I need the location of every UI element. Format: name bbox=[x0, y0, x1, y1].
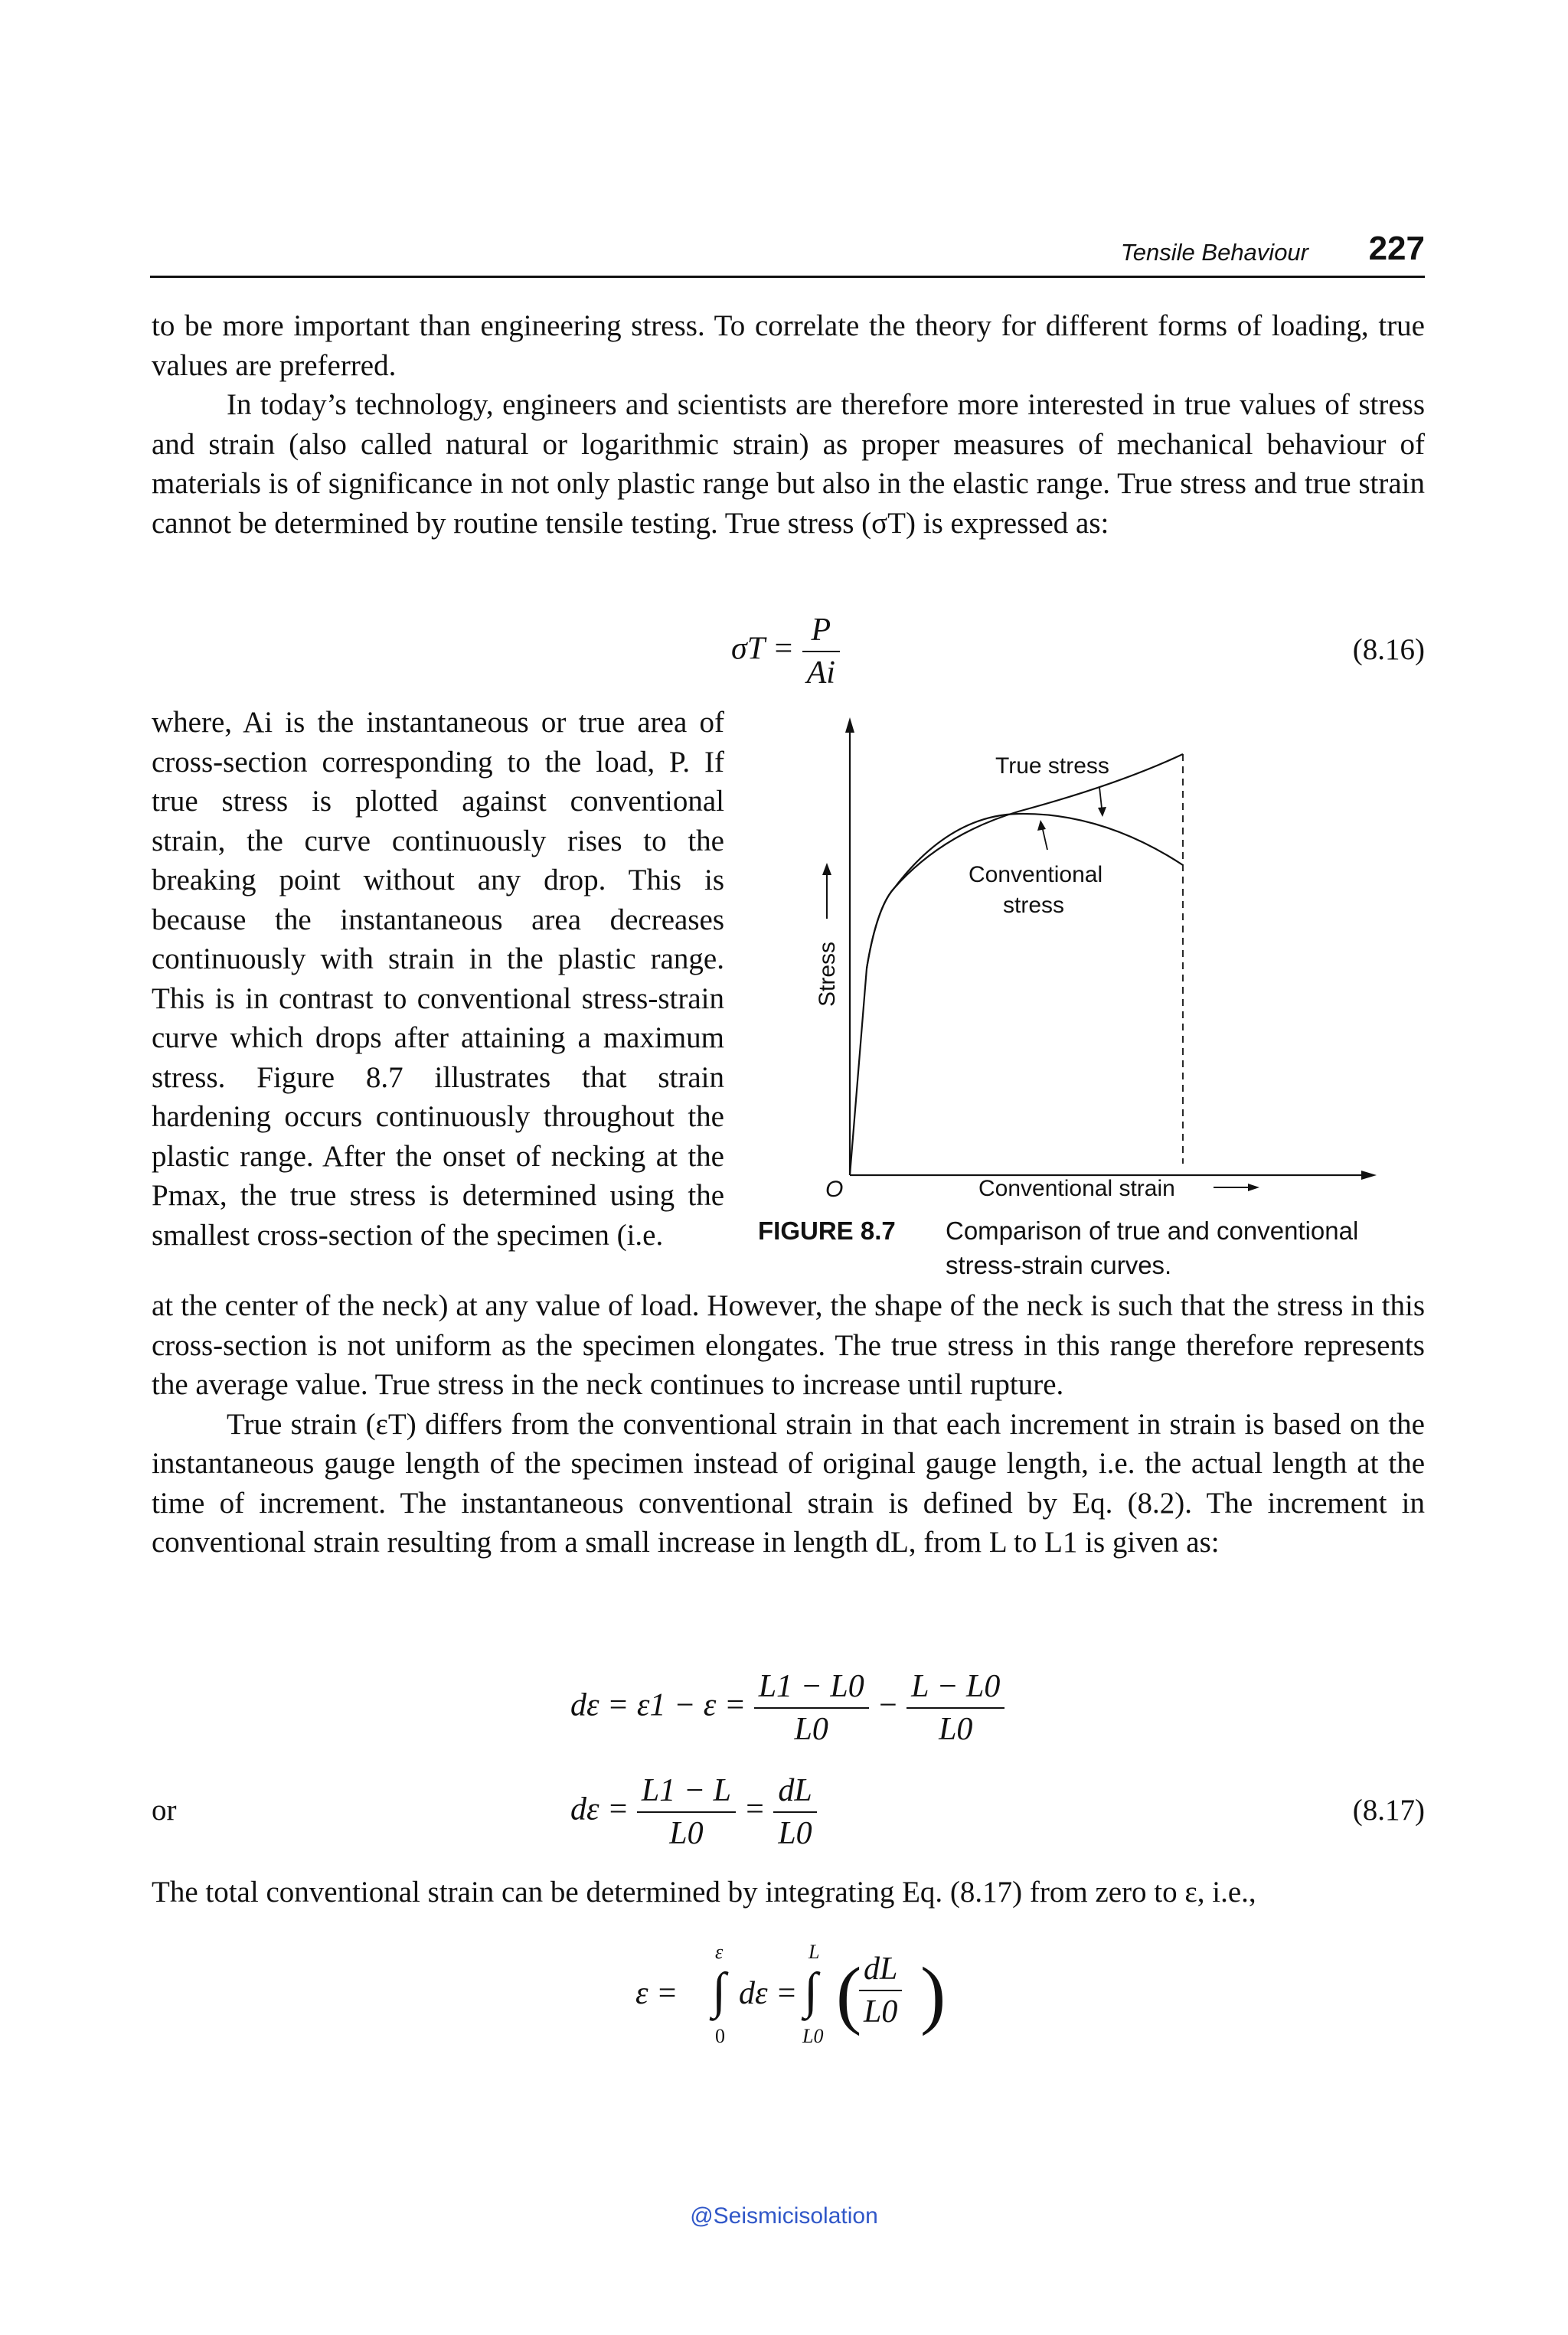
denominator: L0 bbox=[778, 1816, 812, 1851]
y-axis-arrowhead bbox=[845, 717, 854, 733]
denominator: Ai bbox=[806, 655, 835, 691]
conventional-stress-label-line1: Conventional bbox=[969, 862, 1103, 887]
fraction bbox=[802, 612, 840, 691]
section-title: Tensile Behaviour bbox=[1120, 239, 1308, 266]
fraction bbox=[859, 1951, 902, 2030]
equation-8-17 bbox=[570, 1773, 817, 1851]
y-axis-label: Stress bbox=[815, 941, 840, 1007]
true-stress-curve bbox=[867, 754, 1183, 968]
numerator: L − L0 bbox=[906, 1669, 1004, 1709]
caption-label: FIGURE 8.7 bbox=[758, 1216, 896, 1245]
watermark: @Seismicisolation bbox=[690, 2203, 878, 2229]
paragraph-4-text: True strain (εT) differs from the conventional strain in that each increment in strain is based on the instantaneous gauge length of the specimen instead of original gauge length, i.e. the actual length at the time of increment. The instantaneous conventional strain is defined by Eq. (8.2). The increment in conventional strain resulting from a small increase in length dL, from L to L1 is given as: bbox=[152, 1407, 1425, 1559]
paragraph-4 bbox=[152, 1405, 1425, 1563]
x-axis-label: Conventional strain bbox=[978, 1176, 1175, 1201]
true-stress-label: True stress bbox=[995, 753, 1109, 779]
integral-2-lower: L0 bbox=[802, 2025, 824, 2047]
equation-8-16 bbox=[731, 612, 840, 691]
equation-number: (8.16) bbox=[1352, 633, 1425, 666]
fraction-1 bbox=[637, 1773, 736, 1851]
left-paren: ( bbox=[836, 1951, 862, 2036]
x-axis-arrowhead bbox=[1361, 1171, 1377, 1180]
equation-increment bbox=[570, 1669, 1004, 1747]
equation-number: (8.17) bbox=[1352, 1794, 1425, 1827]
body-text-2 bbox=[152, 1286, 1425, 1563]
denominator: L0 bbox=[669, 1816, 704, 1851]
integral-sign-2: ∫ bbox=[804, 1963, 818, 2019]
paragraph-3-left: where, Ai is the instantaneous or true area of cross-section corresponding to the load, P. If true stress is plotted against conventional strain, the curve continuously rises to the breaking point without any drop. This is because the instantaneous area decreases continuously with strain in the plastic range. This is in contrast to conventional stress-strain curve which drops after attaining a maximum stress. Figure 8.7 illustrates that strain hardening occurs continuously throughout the plastic range. After the onset of necking at the Pmax, the true stress is determined using the smallest cross-section of the specimen (i.e. bbox=[152, 706, 724, 1252]
right-paren: ) bbox=[920, 1951, 946, 2036]
paragraph-2 bbox=[152, 385, 1425, 543]
running-header bbox=[150, 230, 1425, 278]
origin-label: O bbox=[825, 1177, 844, 1202]
integral-1-body: dε = bbox=[739, 1976, 798, 2011]
minus-sign: − bbox=[877, 1687, 899, 1723]
strain-arrowhead bbox=[1248, 1184, 1259, 1191]
integral-1-lower: 0 bbox=[715, 2025, 725, 2047]
equation-lhs: σT = bbox=[731, 631, 795, 667]
or-word: or bbox=[152, 1794, 177, 1827]
integral-2-upper: L bbox=[808, 1941, 820, 1963]
fraction-2 bbox=[773, 1773, 816, 1851]
equals-sign: = bbox=[743, 1791, 766, 1827]
denominator: L0 bbox=[939, 1712, 973, 1747]
conventional-stress-leader-head bbox=[1037, 820, 1046, 831]
numerator: P bbox=[802, 612, 840, 652]
numerator: dL bbox=[773, 1773, 816, 1813]
denominator: L0 bbox=[794, 1712, 828, 1747]
numerator: L1 − L bbox=[637, 1773, 736, 1813]
paragraph-5: The total conventional strain can be determined by integrating Eq. (8.17) from zero to ε, i.e., bbox=[152, 1876, 1256, 1909]
caption-line-2: stress-strain curves. bbox=[946, 1251, 1172, 1279]
stress-arrowhead bbox=[822, 863, 831, 875]
fraction-1 bbox=[754, 1669, 869, 1747]
paragraph-3-continued: at the center of the neck) at any value of load. However, the shape of the neck is such that the stress in this cross-section is not uniform as the specimen elongates. The true stress in this range therefore represents the average value. True stress in the neck continues to increase until rupture. bbox=[152, 1289, 1425, 1401]
equation-lhs: dε = bbox=[570, 1791, 629, 1827]
conventional-stress-label-line2: stress bbox=[1003, 893, 1065, 918]
caption-line-1 bbox=[758, 1213, 1432, 1248]
figure-caption bbox=[758, 1213, 1432, 1282]
denominator: L0 bbox=[864, 1994, 898, 2030]
paragraph-1: to be more important than engineering stress. To correlate the theory for different forms of loading, true values are preferred. bbox=[152, 309, 1425, 382]
numerator: dL bbox=[859, 1951, 902, 1991]
fraction-2 bbox=[906, 1669, 1004, 1747]
caption-text-1: Comparison of true and conventional bbox=[946, 1216, 1359, 1245]
page-number: 227 bbox=[1368, 230, 1425, 267]
numerator: L1 − L0 bbox=[754, 1669, 869, 1709]
integral-sign-1: ∫ bbox=[712, 1963, 727, 2019]
stress-strain-figure bbox=[766, 700, 1424, 1210]
equation-lhs: dε = ε1 − ε = bbox=[570, 1687, 746, 1723]
integral-1-upper: ε bbox=[715, 1941, 724, 1963]
equation-lhs: ε = bbox=[635, 1976, 678, 2011]
true-stress-leader-head bbox=[1098, 807, 1106, 817]
intro-text bbox=[152, 306, 1425, 543]
paragraph-2-text: In today’s technology, engineers and scientists are therefore more interested in true values of stress and strain (also called natural or logarithmic strain) as proper measures of mechanical behaviour of materials is of significance in not only plastic range but also in the elastic range. True stress and true strain cannot be determined by routine tensile testing. True stress (σT) is expressed as: bbox=[152, 388, 1425, 540]
